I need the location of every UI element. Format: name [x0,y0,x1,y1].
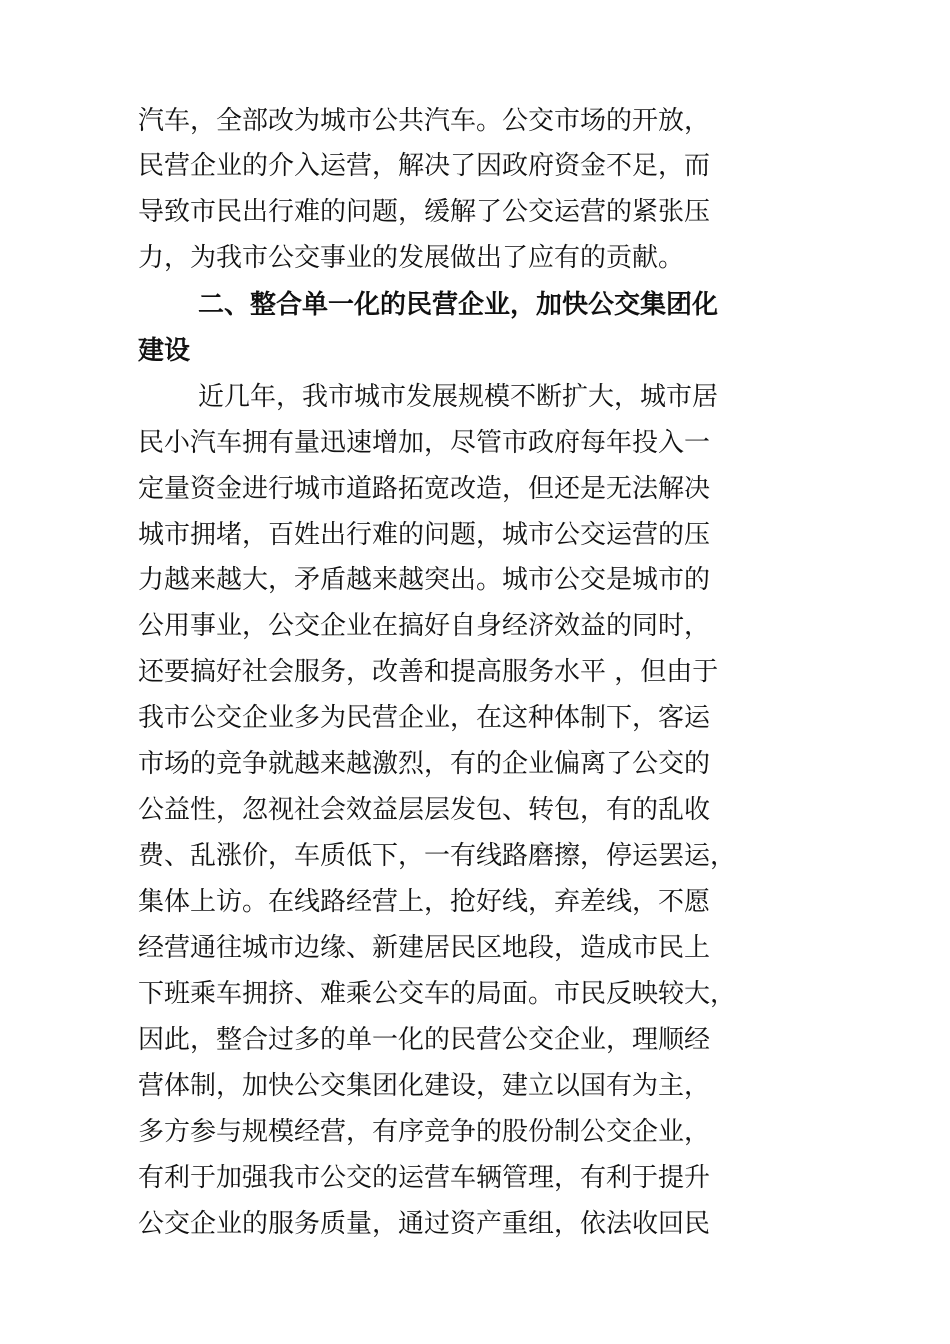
paragraph-line: 因此，整合过多的单一化的民营公交企业，理顺经 [138,1025,711,1055]
paragraph-line: 下班乘车拥挤、难乘公交车的局面。市民反映较大， [138,979,737,1009]
paragraph-line: 近几年，我市城市发展规模不断扩大，城市居 [198,382,719,412]
paragraph-line: 我市公交企业多为民营企业，在这种体制下，客运 [138,703,711,733]
paragraph-line: 费、乱涨价，车质低下，一有线路磨擦，停运罢运， [138,841,737,871]
paragraph-line: 导致市民出行难的问题，缓解了公交运营的紧张压 [138,197,711,227]
paragraph-line: 城市拥堵，百姓出行难的问题，城市公交运营的压 [138,520,711,550]
section-heading-line: 二、整合单一化的民营企业，加快公交集团化 [198,290,719,320]
paragraph-line: 力越来越大，矛盾越来越突出。城市公交是城市的 [138,565,711,595]
paragraph-line: 公益性，忽视社会效益层层发包、转包，有的乱收 [138,795,711,825]
paragraph-line: 多方参与规模经营，有序竞争的股份制公交企业， [138,1117,711,1147]
paragraph-line: 营体制，加快公交集团化建设，建立以国有为主， [138,1071,711,1101]
paragraph-line: 市场的竞争就越来越激烈，有的企业偏离了公交的 [138,749,711,779]
section-heading-line: 建设 [138,336,191,366]
paragraph-line: 民营企业的介入运营，解决了因政府资金不足，而 [138,151,711,181]
paragraph-line: 集体上访。在线路经营上，抢好线，弃差线，不愿 [138,887,711,917]
paragraph-line: 汽车，全部改为城市公共汽车。公交市场的开放， [138,106,711,136]
paragraph-line: 定量资金进行城市道路拓宽改造，但还是无法解决 [138,474,711,504]
paragraph-line: 公交企业的服务质量，通过资产重组，依法收回民 [138,1209,711,1239]
paragraph-line: 还要搞好社会服务，改善和提高服务水平 ，但由于 [138,657,719,687]
paragraph-line: 经营通往城市边缘、新建居民区地段，造成市民上 [138,933,711,963]
paragraph-line: 民小汽车拥有量迅速增加，尽管市政府每年投入一 [138,428,711,458]
paragraph-line: 有利于加强我市公交的运营车辆管理，有利于提升 [138,1163,711,1193]
paragraph-line: 力，为我市公交事业的发展做出了应有的贡献。 [138,243,685,273]
paragraph-line: 公用事业，公交企业在搞好自身经济效益的同时， [138,611,711,641]
